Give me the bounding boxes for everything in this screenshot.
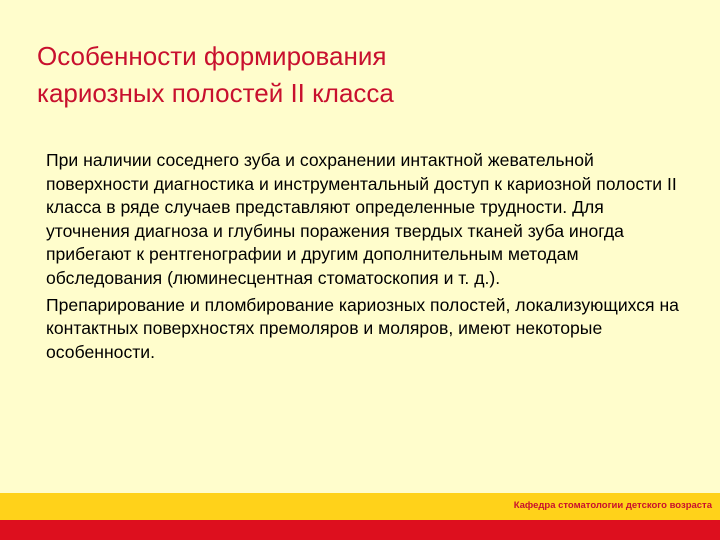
- slide-body: [46, 149, 686, 367]
- footer-band: [0, 493, 720, 540]
- footer-department-label: Кафедра стоматологии детского возраста: [513, 500, 712, 511]
- slide-title: [37, 38, 677, 112]
- body-paragraph-2: Препарирование и пломбирование кариозных полостей, локализующихся на контактных поверхностях премоляров и моляров, имеют некоторые особенности.: [46, 294, 679, 362]
- slide-title-line-2: кариозных полостей II класса: [37, 78, 394, 108]
- footer-red-stripe: [0, 520, 720, 540]
- body-paragraph-1: При наличии соседнего зуба и сохранении интактной жевательной поверхности диагностика и инструментальный доступ к кариозной полости II класса в ряде случаев представляют определенные трудности. Для уточнения диагноза и глубины поражения твердых тканей зуба иногда прибегают к рентгенографии и другим дополнительным методам обследования (люминесцентная стоматоскопия и т. д.).: [46, 150, 677, 288]
- slide-title-line-1: Особенности формирования: [37, 41, 387, 71]
